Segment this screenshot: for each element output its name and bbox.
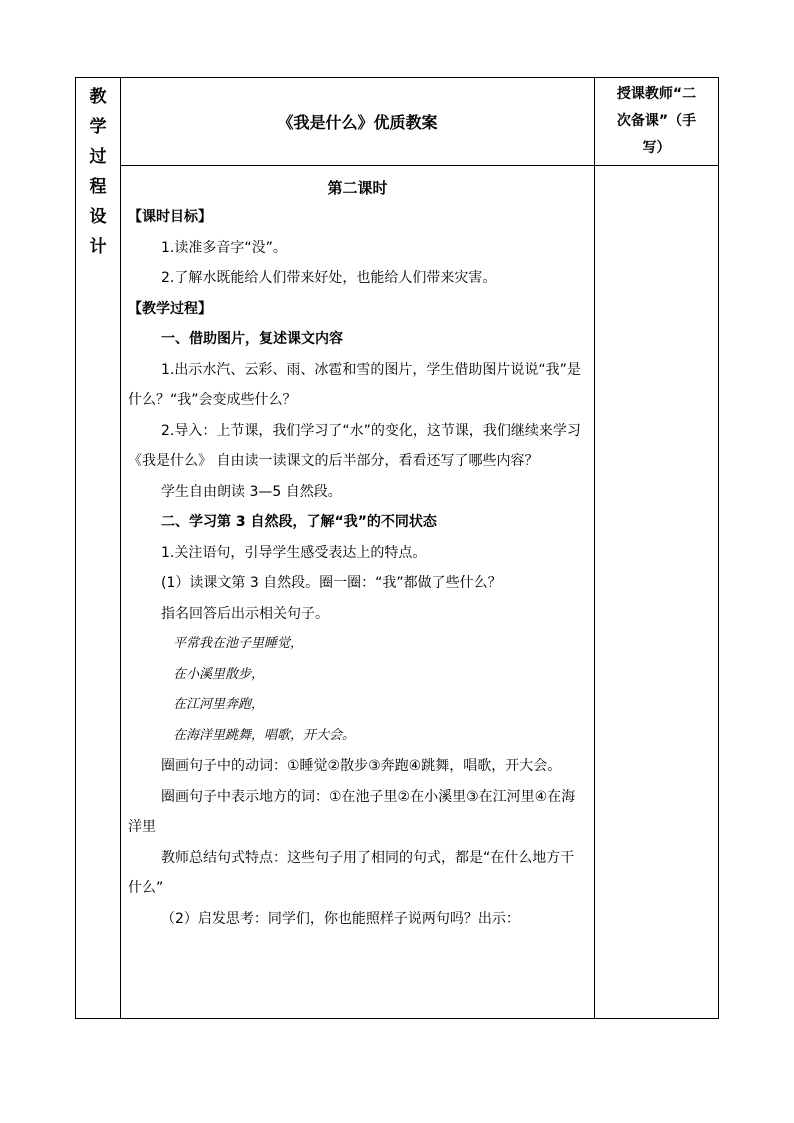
objective-item: 2.了解水既能给人们带来好处，也能给人们带来灾害。 [161,270,497,286]
document-title: 《我是什么》优质教案 [121,78,595,166]
side-char: 程 [89,177,107,197]
paragraph: (1）读课文第 3 自然段。圈一圈：“我”都做了些什么？ [161,575,502,591]
side-char: 计 [89,237,107,257]
poem-line: 在小溪里散步， [173,666,265,682]
section-title: 一、借助图片，复述课文内容 [161,331,343,347]
paragraph: 1.出示水汽、云彩、雨、冰雹和雪的图片，学生借助图片说说“我”是什么？“我”会变成些什么？ [128,361,581,408]
poem-line: 在海洋里跳舞，唱歌，开大会。 [173,727,356,743]
teacher-header-line: 写） [642,140,671,156]
lesson-content-cell [121,166,595,1019]
lesson-heading: 第二课时 [327,179,388,197]
section-title: 二、学习第 3 自然段，了解“我”的不同状态 [161,514,437,530]
poem-line: 平常我在池子里睡觉， [173,636,304,651]
teacher-header-line: 次备课”（手 [616,113,697,129]
paragraph: 指名回答后出示相关句子。 [161,605,329,622]
teacher-notes-header [595,78,719,166]
teacher-notes-cell [595,166,719,1019]
paragraph: 圈画句子中的动词：①睡觉②散步③奔跑④跳舞，唱歌，开大会。 [161,758,562,774]
paragraph: 圈画句子中表示地方的词：①在池子里②在小溪里③在江河里④在海洋里 [128,788,576,835]
paragraph: 学生自由朗读 3—5 自然段。 [161,483,342,500]
side-char: 过 [89,147,107,167]
paragraph: 1.关注语句，引导学生感受表达上的特点。 [161,544,427,561]
objective-item: 1.读准多音字“没”。 [161,239,287,256]
side-char: 设 [89,207,107,227]
teacher-header-line: 授课教师“二 [616,86,697,102]
paragraph: （2）启发思考：同学们，你也能照样子说两句吗？出示： [161,910,520,927]
lesson-plan-table [75,77,719,1019]
process-label: 【教学过程】 [128,300,212,317]
objectives-label: 【课时目标】 [128,209,212,225]
paragraph: 教师总结句式特点：这些句子用了相同的句式，都是“在什么地方干什么” [128,849,575,896]
poem-line: 在江河里奔跑， [173,697,265,712]
side-char: 教 [89,87,107,107]
side-label-cell [76,78,121,1019]
paragraph: 2.导入：上节课，我们学习了“水”的变化，这节课，我们继续来学习《我是什么》 自由读一读课文的后半部分，看看还写了哪些内容？ [128,422,581,469]
side-char: 学 [89,117,107,137]
